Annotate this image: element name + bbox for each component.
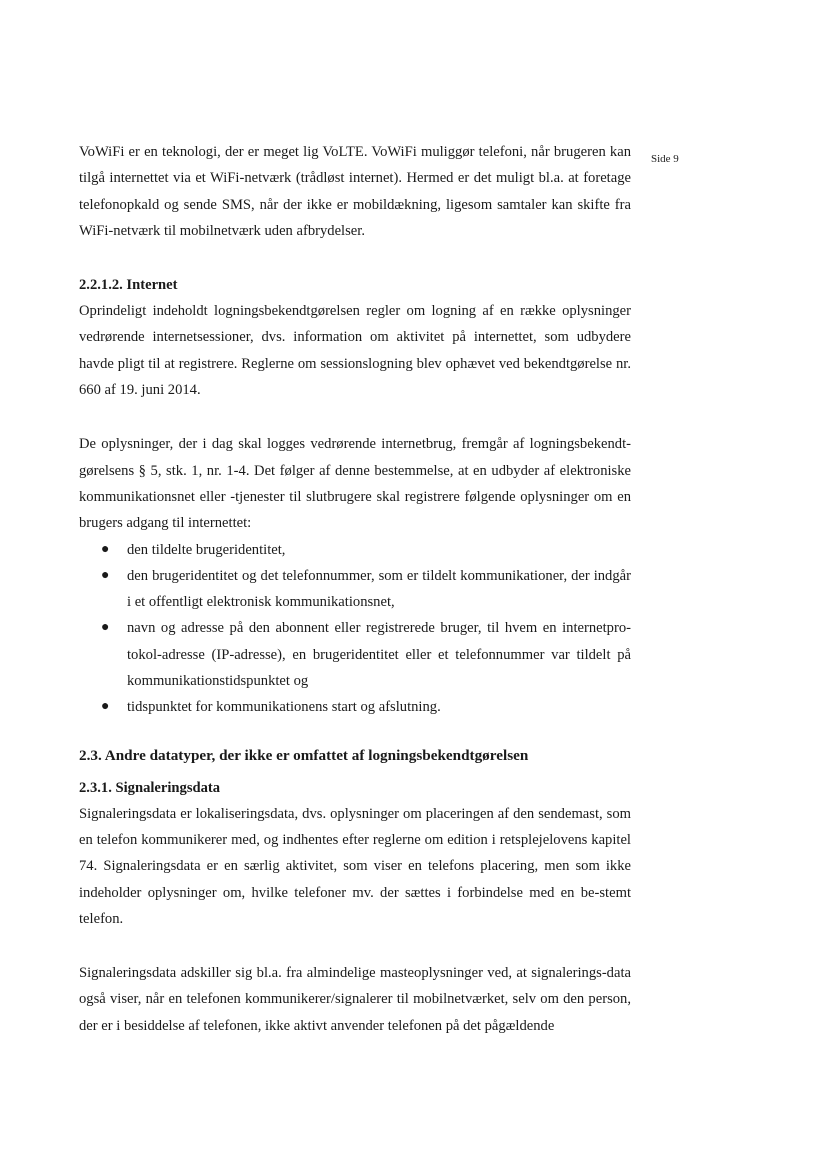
logging-requirements-list: [79, 537, 631, 721]
bullet-icon: ●: [101, 699, 110, 715]
page-number: Side 9: [651, 153, 679, 165]
internet-heading: 2.2.1.2. Internet: [79, 277, 178, 294]
list-item: ● den brugeridentitet og det telefonnummer, som er tildelt kommunikationer, der indgår i et offentligt elektronisk kommunikationsnet,: [79, 563, 631, 616]
signaling-data-heading: 2.3.1. Signaleringsdata: [79, 779, 221, 796]
section-heading-other-data: 2.3. Andre datatyper, der ikke er omfattet af logningsbekendtgørelsen: [79, 746, 529, 764]
list-item: ● den tildelte brugeridentitet,: [79, 537, 631, 563]
list-item: ● tidspunktet for kommunikationens start og afslutning.: [79, 694, 631, 720]
list-item: ● navn og adresse på den abonnent eller registrerede bruger, til hvem en internetpro-tokol-adresse (IP-adresse), en brugeridentitet eller et telefonnummer var tildelt på kommunikationstidspunktet og: [79, 615, 631, 694]
internet-paragraph-2: De oplysninger, der i dag skal logges vedrørende internetbrug, fremgår af logningsbekendt-gørelsens § 5, stk. 1, nr. 1-4. Det følger af denne bestemmelse, at en udbyder af elektroniske kommunikationsnet eller -tjenester til slutbrugere skal registrere følgende oplysninger om en brugers adgang til internettet:: [79, 436, 631, 532]
bullet-icon: ●: [101, 620, 110, 636]
intro-paragraph: VoWiFi er en teknologi, der er meget lig VoLTE. VoWiFi muliggør telefoni, når brugeren kan tilgå internettet via et WiFi-netværk (trådløst internet). Hermed er det muligt bl.a. at foretage telefonopkald og sende SMS, når der ikke er mobildækning, ligesom samtaler kan skifte fra WiFi-netværk til mobilnetværk uden afbrydelser.: [79, 144, 631, 239]
bullet-icon: ●: [101, 541, 110, 557]
signaling-paragraph-2: Signaleringsdata adskiller sig bl.a. fra almindelige masteoplysninger ved, at signalerings-data også viser, når en telefonen kommunikerer/signalerer til mobilnetværket, selv om den person, der er i besiddelse af telefonen, ikke aktivt anvender telefonen på det pågældende: [79, 965, 631, 1034]
internet-paragraph-1: Oprindeligt indeholdt logningsbekendtgørelsen regler om logning af en række oplysninger vedrørende internetsessioner, dvs. information om aktivitet på internettet, som udbydere havde pligt til at registrere. Reglerne om sessionslogning blev ophævet ved bekendtgørelse nr. 660 af 19. juni 2014.: [79, 303, 631, 399]
document-body: [79, 139, 631, 1039]
bullet-icon: ●: [101, 567, 110, 583]
signaling-paragraph-1: Signaleringsdata er lokaliseringsdata, dvs. oplysninger om placeringen af den sendemast, som en telefon kommunikerer med, og indhentes efter reglerne om edition i retsplejelovens kapitel 74. Signaleringsdata er en særlig aktivitet, som viser en telefons placering, men som ikke indeholder oplysninger om, hvilke telefoner mv. der sættes i forbindelse med en be-stemt telefon.: [79, 805, 631, 927]
